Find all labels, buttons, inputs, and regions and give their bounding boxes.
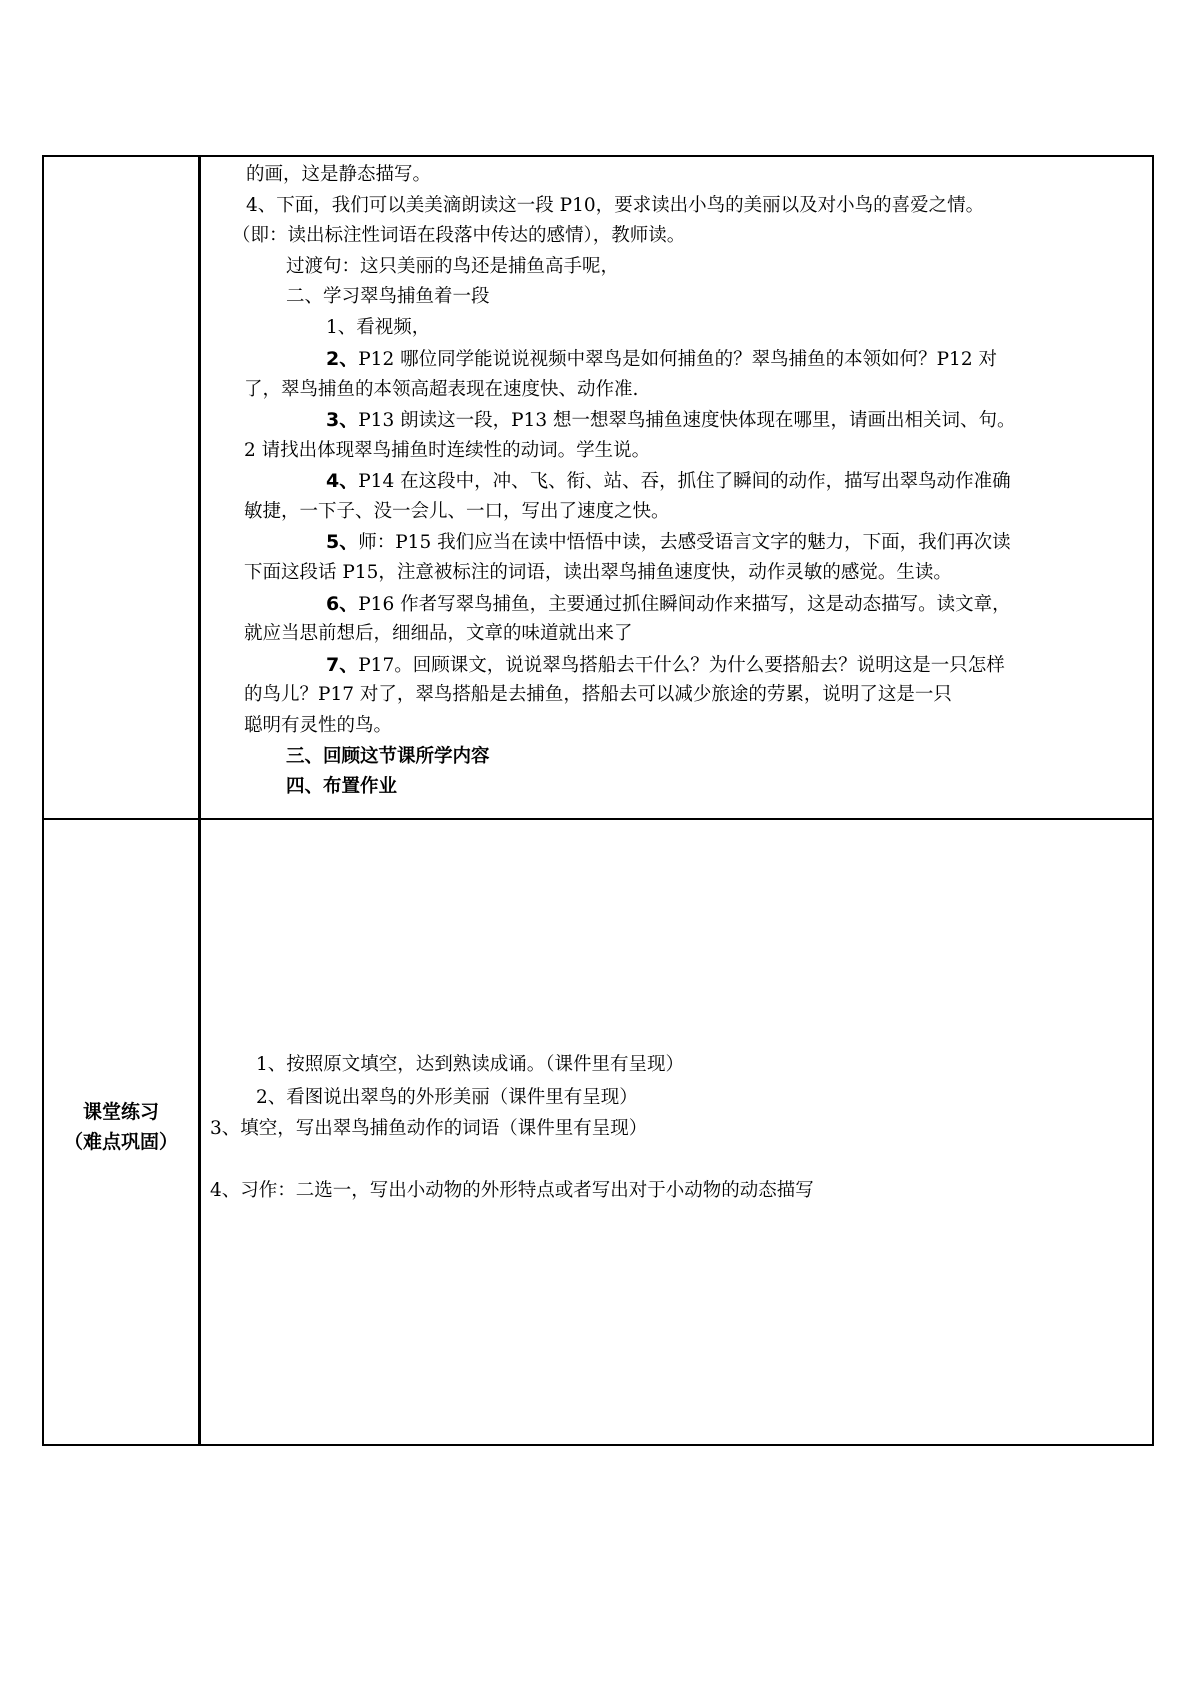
text-line: 下面这段话 P15，注意被标注的词语，读出翠鸟捕鱼速度快，动作灵敏的感觉。生读。 bbox=[244, 562, 952, 583]
step-text: P13 朗读这一段，P13 想一想翠鸟捕鱼速度快体现在哪里，请画出相关词、句。 bbox=[358, 410, 1016, 431]
exercise-item: 4、习作：二选一，写出小动物的外形特点或者写出对于小动物的动态描写 bbox=[210, 1180, 814, 1201]
step-number: 6、 bbox=[326, 593, 359, 615]
text-line: 二、学习翠鸟捕鱼着一段 bbox=[286, 286, 490, 307]
column-divider bbox=[198, 157, 201, 1444]
text-line: 过渡句：这只美丽的鸟还是捕鱼高手呢， bbox=[286, 256, 620, 277]
step-text: P12 哪位同学能说说视频中翠鸟是如何捕鱼的？翠鸟捕鱼的本领如何？P12 对 bbox=[358, 349, 997, 370]
step-3 bbox=[326, 408, 1015, 433]
step-2 bbox=[326, 347, 997, 372]
step-number: 4、 bbox=[326, 470, 359, 492]
text-line: 就应当思前想后，细细品，文章的味道就出来了 bbox=[244, 623, 633, 644]
step-text: P17。回顾课文，说说翠鸟搭船去干什么？为什么要搭船去？说明这是一只怎样 bbox=[358, 655, 1005, 676]
text-line: 1、看视频， bbox=[326, 317, 431, 338]
step-text: 师：P15 我们应当在读中悟悟中读，去感受语言文字的魅力，下面，我们再次读 bbox=[358, 532, 1011, 553]
step-number: 2、 bbox=[326, 348, 359, 370]
step-number: 7、 bbox=[326, 654, 359, 676]
exercise-item: 3、填空，写出翠鸟捕鱼动作的词语（课件里有呈现） bbox=[210, 1118, 648, 1139]
row-label: 课堂练习 bbox=[82, 1101, 159, 1123]
exercise-item: 1、按照原文填空，达到熟读成诵。（课件里有呈现） bbox=[256, 1054, 685, 1075]
text-line: （即：读出标注性词语在段落中传达的感情），教师读。 bbox=[232, 225, 686, 246]
step-number: 5、 bbox=[326, 531, 359, 553]
row-label: （难点巩固） bbox=[63, 1131, 178, 1153]
step-text: P14 在这段中，冲、飞、衔、站、吞，抓住了瞬间的动作，描写出翠鸟动作准确 bbox=[358, 471, 1011, 492]
row-divider bbox=[44, 818, 1152, 820]
text-line: 了，翠鸟捕鱼的本领高超表现在速度快、动作准. bbox=[244, 379, 639, 400]
text-line: 敏捷，一下子、没一会儿、一口，写出了速度之快。 bbox=[244, 501, 670, 522]
text-line: 的鸟儿？P17 对了，翠鸟搭船是去捕鱼，搭船去可以减少旅途的劳累，说明了这是一只 bbox=[244, 684, 952, 705]
step-number: 3、 bbox=[326, 409, 359, 431]
text-line: 4、下面，我们可以美美滴朗读这一段 P10，要求读出小鸟的美丽以及对小鸟的喜爱之情。 bbox=[246, 195, 985, 216]
step-7 bbox=[326, 653, 1005, 678]
step-6 bbox=[326, 592, 1011, 617]
text-line: 的画，这是静态描写。 bbox=[246, 164, 432, 185]
step-5 bbox=[326, 530, 1011, 555]
section-heading: 四、布置作业 bbox=[286, 776, 398, 797]
exercise-item: 2、看图说出翠鸟的外形美丽（课件里有呈现） bbox=[256, 1087, 638, 1108]
step-4 bbox=[326, 469, 1011, 494]
section-heading: 三、回顾这节课所学内容 bbox=[286, 746, 490, 767]
text-line: 聪明有灵性的鸟。 bbox=[244, 715, 393, 736]
text-line: 2 请找出体现翠鸟捕鱼时连续性的动词。学生说。 bbox=[244, 440, 651, 461]
step-text: P16 作者写翠鸟捕鱼，主要通过抓住瞬间动作来描写，这是动态描写。读文章， bbox=[358, 594, 1011, 615]
lesson-table bbox=[42, 155, 1154, 1446]
